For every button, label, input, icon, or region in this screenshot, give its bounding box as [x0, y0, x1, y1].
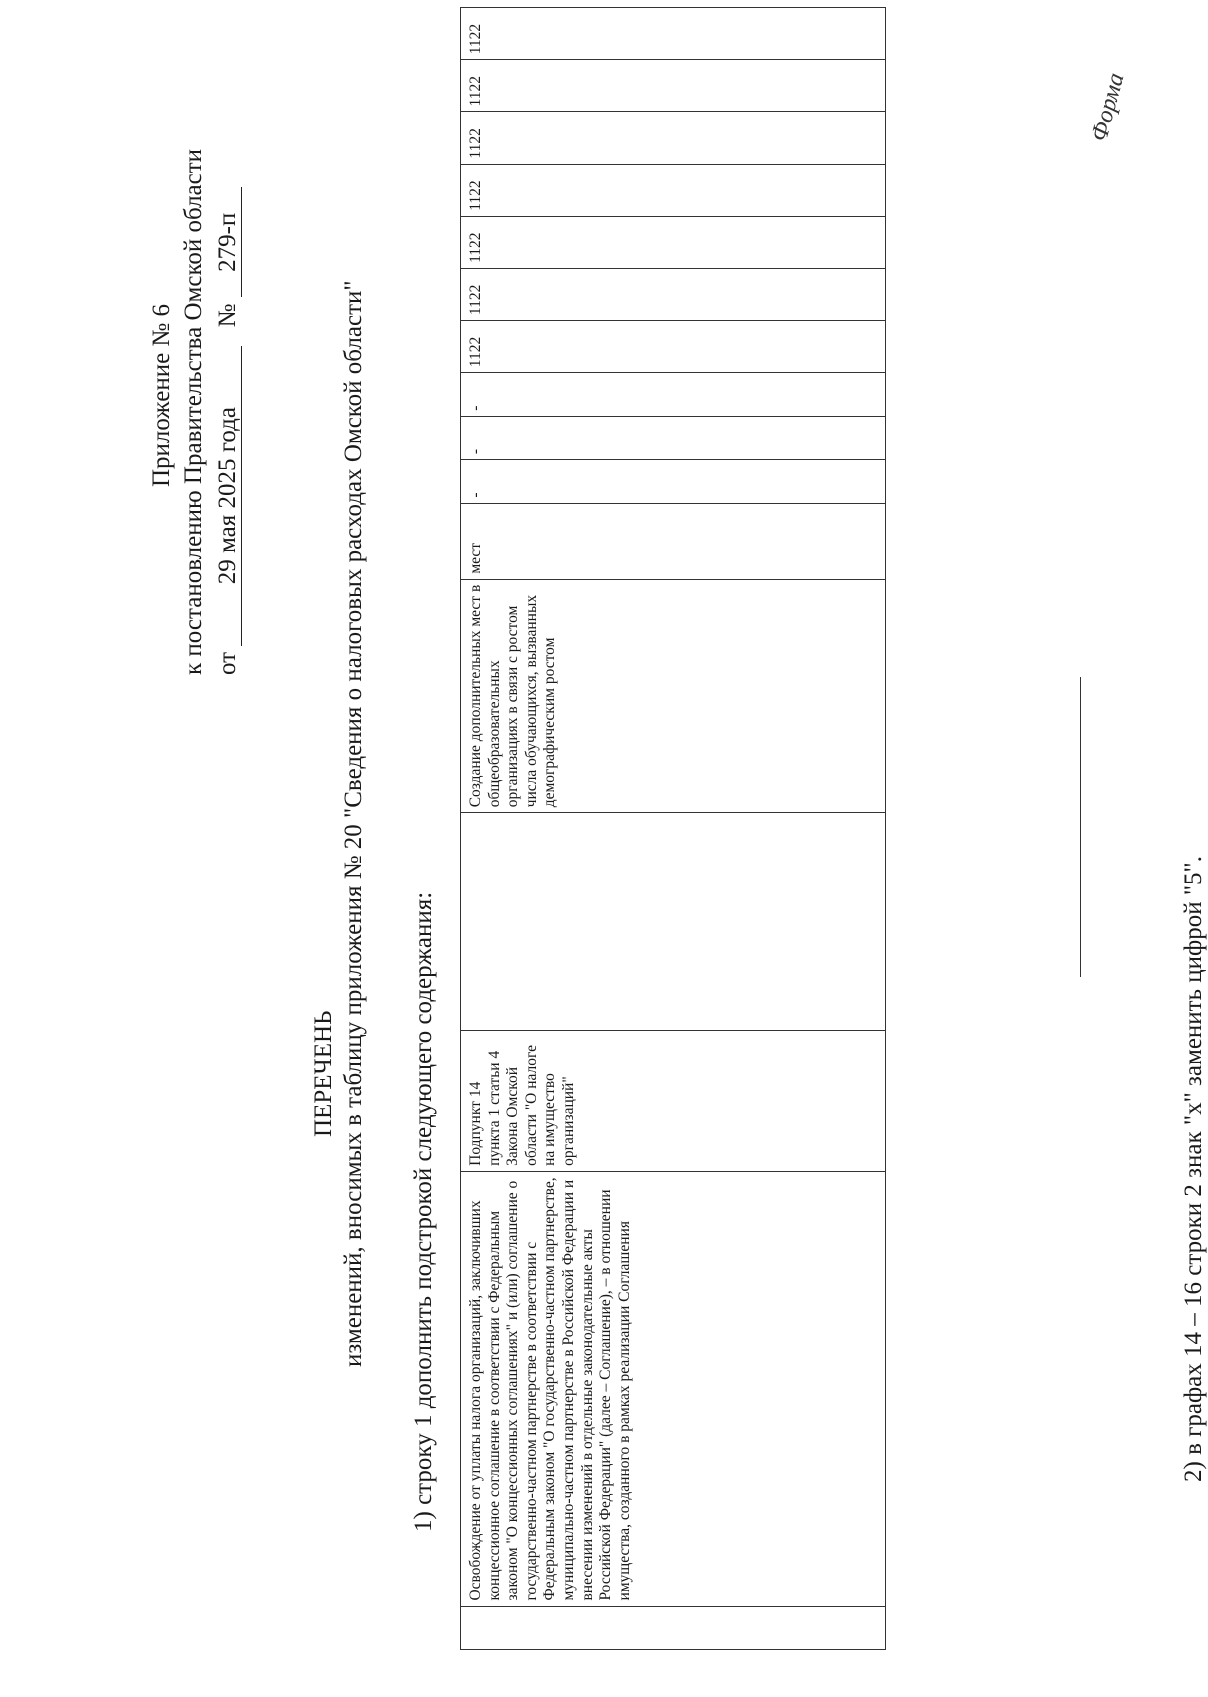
decree-number: 279-п: [215, 187, 242, 297]
table-cell-number: [461, 1606, 886, 1649]
table-cell-dash: -: [461, 416, 886, 459]
appendix-title: Приложение № 6: [148, 303, 175, 487]
table-cell-empty: [461, 813, 886, 1030]
table-cell-dash: -: [461, 373, 886, 416]
document-subheading: изменений, вносимых в таблицу приложения № 20 "Сведения о налоговых расходах Омской области": [340, 280, 367, 1367]
table-cell-tax-exemption: Освобождение от уплаты налога организаций, заключивших концессионное соглашение в соответствии с Федеральным законом "О концессионных соглашениях" и (или) соглашение о государственно-частном партнерстве в соответствии с Федеральным законом "О государственно-частном партнерстве, муниципально-частном партнерстве в Российской Федерации и внесении изменений в отдельные законодательные акты Российской Федерации" (далее – Соглашение), – в отношении имущества, созданного в рамках реализации Соглашения: [461, 1171, 886, 1606]
table-cell-value: 1122: [461, 164, 886, 216]
table-cell-unit: мест: [461, 503, 886, 579]
appendix-decree-line: к постановлению Правительства Омской области: [180, 148, 207, 675]
number-prefix: №: [214, 303, 241, 328]
handwritten-signature: Форма: [1086, 70, 1130, 145]
table-cell-value: 1122: [461, 60, 886, 112]
document-heading: ПЕРЕЧЕНЬ: [310, 1010, 337, 1137]
item-1-text: 1) строку 1 дополнить подстрокой следующего содержания:: [410, 891, 437, 1532]
table-cell-value: 1122: [461, 8, 886, 60]
table-cell-value: 1122: [461, 321, 886, 373]
decree-date: 29 мая 2025 года: [215, 346, 242, 646]
appendix-date-line: [214, 187, 242, 675]
table-cell-dash: -: [461, 460, 886, 503]
table-row: [461, 8, 886, 1650]
table-cell-value: 1122: [461, 268, 886, 320]
table-cell-goal: Создание дополнительных мест в общеобразовательных организациях в связи с ростом числа обучающихся, вызванных демографическим ростом: [461, 579, 886, 813]
end-divider: [1080, 677, 1081, 977]
table-cell-value: 1122: [461, 216, 886, 268]
table-cell-legal-basis: Подпункт 14 пункта 1 статьи 4 Закона Омской области "О налоге на имущество организаций": [461, 1030, 886, 1171]
table-cell-value: 1122: [461, 112, 886, 164]
date-prefix: от: [214, 651, 241, 675]
item-2-text: 2) в графах 14 – 16 строки 2 знак "х" заменить цифрой "5".: [1180, 855, 1207, 1482]
amendment-table: [460, 7, 886, 1650]
